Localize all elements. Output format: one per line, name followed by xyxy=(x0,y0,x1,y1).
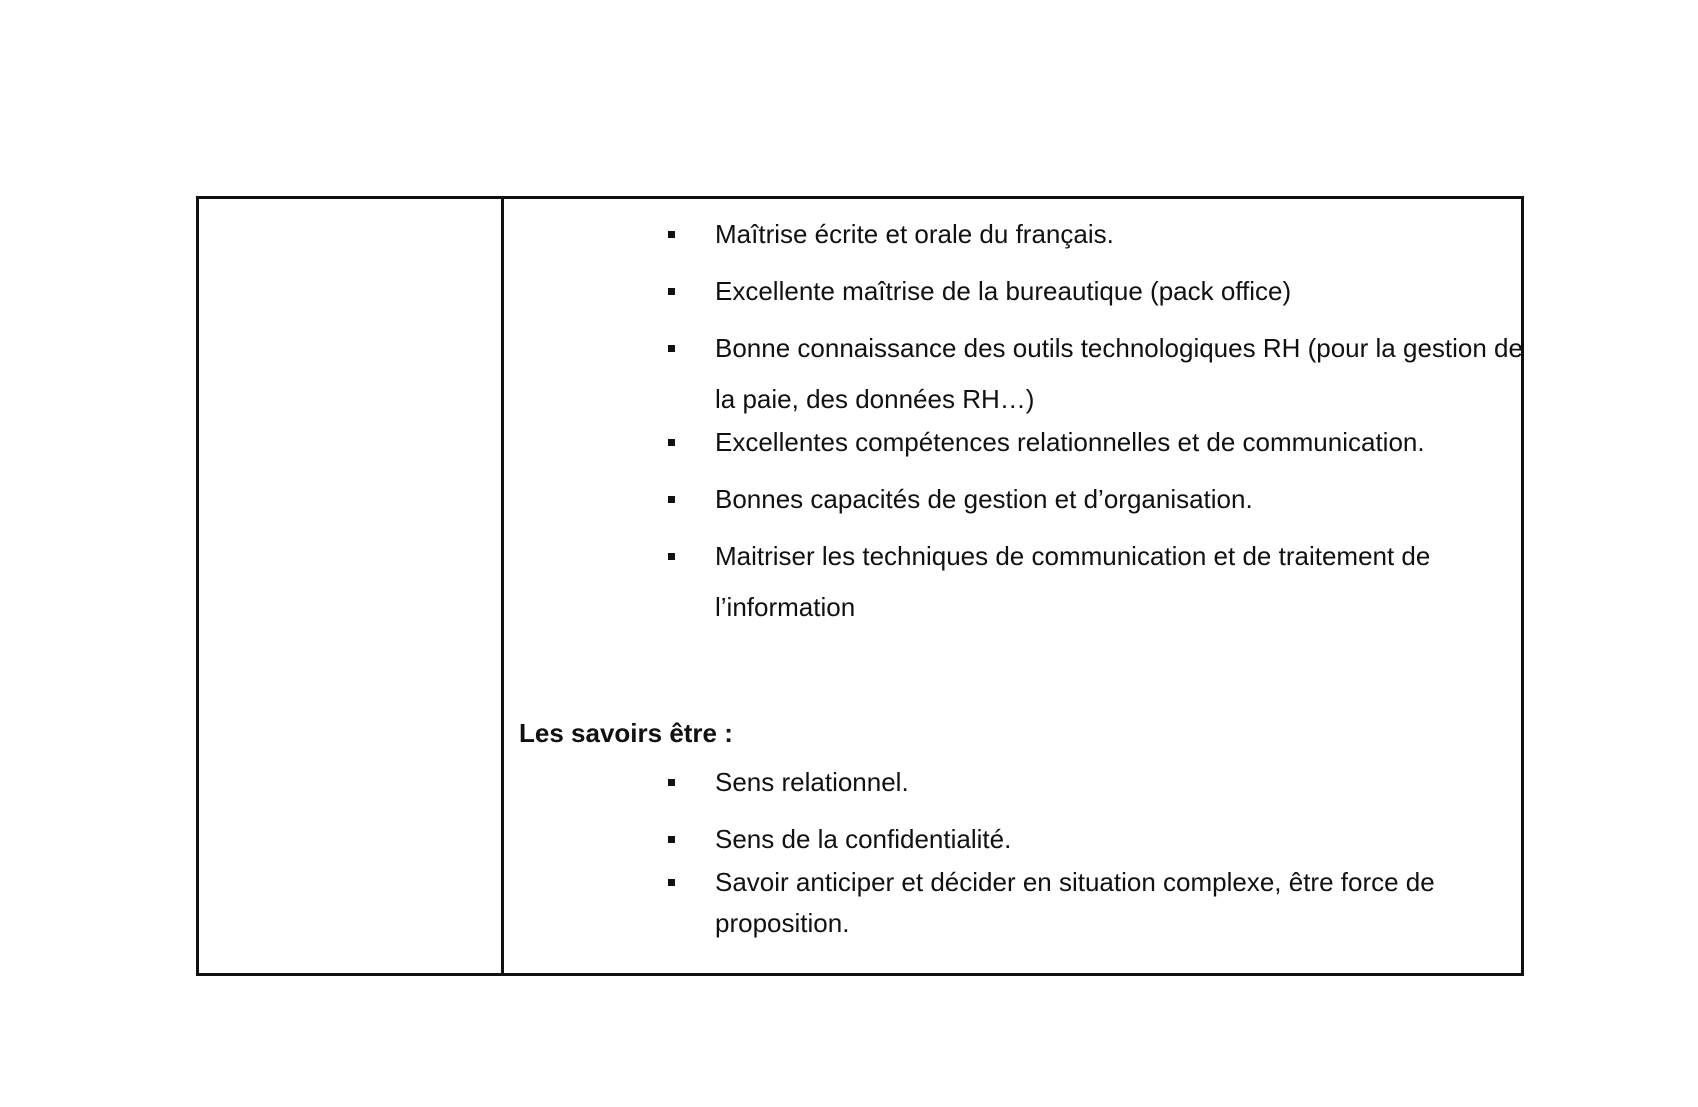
bullet-icon xyxy=(668,231,675,238)
bullet-icon xyxy=(668,345,675,352)
section-heading: Les savoirs être : xyxy=(519,718,733,748)
list-item-text: Maitriser les techniques de communication et de traitement de l’information xyxy=(715,541,1431,622)
list-item-text: Bonne connaissance des outils technologiques RH (pour la gestion de la paie, des données RH…) xyxy=(715,333,1523,414)
list-item-text: Excellentes compétences relationnelles et de communication. xyxy=(715,427,1425,457)
table-left-cell xyxy=(199,199,504,973)
bullet-icon xyxy=(668,553,675,560)
bullet-icon xyxy=(668,288,675,295)
bullet-icon xyxy=(668,779,675,786)
bullet-icon xyxy=(668,496,675,503)
document-table xyxy=(196,196,1524,976)
bullet-icon xyxy=(668,879,675,886)
list-item-text: Bonnes capacités de gestion et d’organisation. xyxy=(715,484,1253,514)
list-item-text: Maîtrise écrite et orale du français. xyxy=(715,219,1114,249)
list-item-text: Savoir anticiper et décider en situation complexe, être force de proposition. xyxy=(715,867,1435,938)
list-item-text: Sens relationnel. xyxy=(715,767,909,797)
bullet-icon xyxy=(668,439,675,446)
list-item-text: Sens de la confidentialité. xyxy=(715,824,1012,854)
list-item-text: Excellente maîtrise de la bureautique (pack office) xyxy=(715,276,1292,306)
table-right-cell xyxy=(504,199,1521,973)
bullet-icon xyxy=(668,836,675,843)
